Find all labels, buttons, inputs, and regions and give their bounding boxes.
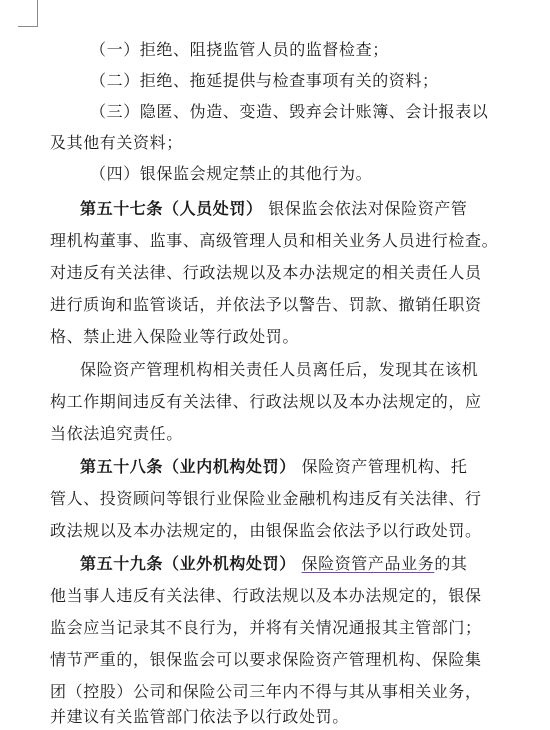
list-item-3 — [90, 101, 488, 123]
article-59-title: 第五十九条（业外机构处罚） — [80, 554, 296, 573]
paragraph-line — [50, 649, 482, 671]
list-item-2 — [90, 70, 439, 92]
paragraph-line — [50, 391, 482, 413]
paragraph-line — [50, 617, 482, 639]
article-59-heading-line — [80, 553, 468, 575]
crop-mark-horizontal — [18, 26, 38, 27]
line-text: 保险资产管理机构相关责任人员离任后，发现其在该机 — [80, 360, 479, 379]
line-text: 管人、投资顾问等银行业保险业金融机构违反有关法律、行 — [50, 489, 482, 508]
paragraph-line — [50, 326, 299, 348]
line-text: 政法规以及本办法规定的，由银保监会依法予以行政处罚。 — [50, 521, 482, 540]
line-text: 当依法追究责任。 — [50, 424, 183, 443]
line-text: 对违反有关法律、行政法规以及本办法规定的相关责任人员 — [50, 263, 482, 282]
list-item-3-continued — [50, 132, 183, 154]
line-text: 监会应当记录其不良行为，并将有关情况通报其主管部门； — [50, 618, 482, 637]
article-57-heading-line — [80, 198, 468, 220]
paragraph-line — [50, 585, 482, 607]
line-text: 格、禁止进入保险业等行政处罚。 — [50, 327, 300, 346]
line-text: 银保监会依法对保险资产管 — [268, 199, 468, 218]
line-text: 理机构董事、监事、高级管理人员和相关业务人员进行检查。 — [50, 231, 499, 250]
paragraph-line — [50, 294, 482, 316]
paragraph-line — [50, 423, 183, 445]
line-text: 进行质询和监管谈话，并依法予以警告、罚款、撤销任职资 — [50, 295, 482, 314]
paragraph-line — [50, 681, 482, 703]
line-text: 保险资产管理机构、托 — [301, 457, 468, 476]
line-text: 的其 — [434, 554, 468, 573]
line-text: （三）隐匿、伪造、变造、毁弃会计账簿、会计报表以 — [90, 102, 489, 121]
line-text: （一）拒绝、阻挠监管人员的监督检查； — [90, 40, 389, 59]
line-text: 及其他有关资料； — [50, 133, 183, 152]
line-text: 他当事人违反有关法律、行政法规以及本办法规定的，银保 — [50, 586, 482, 605]
line-text: 并建议有关监管部门依法予以行政处罚。 — [50, 707, 349, 726]
line-text: 构工作期间违反有关法律、行政法规以及本办法规定的，应 — [50, 392, 482, 411]
paragraph-line — [50, 520, 482, 542]
paragraph-line — [50, 706, 349, 728]
line-text: （四）银保监会规定禁止的其他行为。 — [90, 164, 373, 183]
article-58-title: 第五十八条（业内机构处罚） — [80, 457, 296, 476]
list-item-1 — [90, 39, 389, 61]
line-text: 情节严重的，银保监会可以要求保险资产管理机构、保险集 — [50, 650, 482, 669]
line-text: 团（控股）公司和保险公司三年内不得与其从事相关业务， — [50, 682, 482, 701]
crop-mark-vertical — [37, 0, 38, 26]
line-text: （二）拒绝、拖延提供与检查事项有关的资料； — [90, 71, 439, 90]
paragraph-line — [50, 262, 482, 284]
underlined-term: 保险资管产品业务 — [301, 554, 435, 573]
paragraph-line — [50, 230, 498, 252]
article-58-heading-line — [80, 456, 468, 478]
paragraph-line — [80, 359, 478, 381]
article-57-title: 第五十七条（人员处罚） — [80, 199, 263, 218]
list-item-4 — [90, 163, 372, 185]
paragraph-line — [50, 488, 482, 510]
